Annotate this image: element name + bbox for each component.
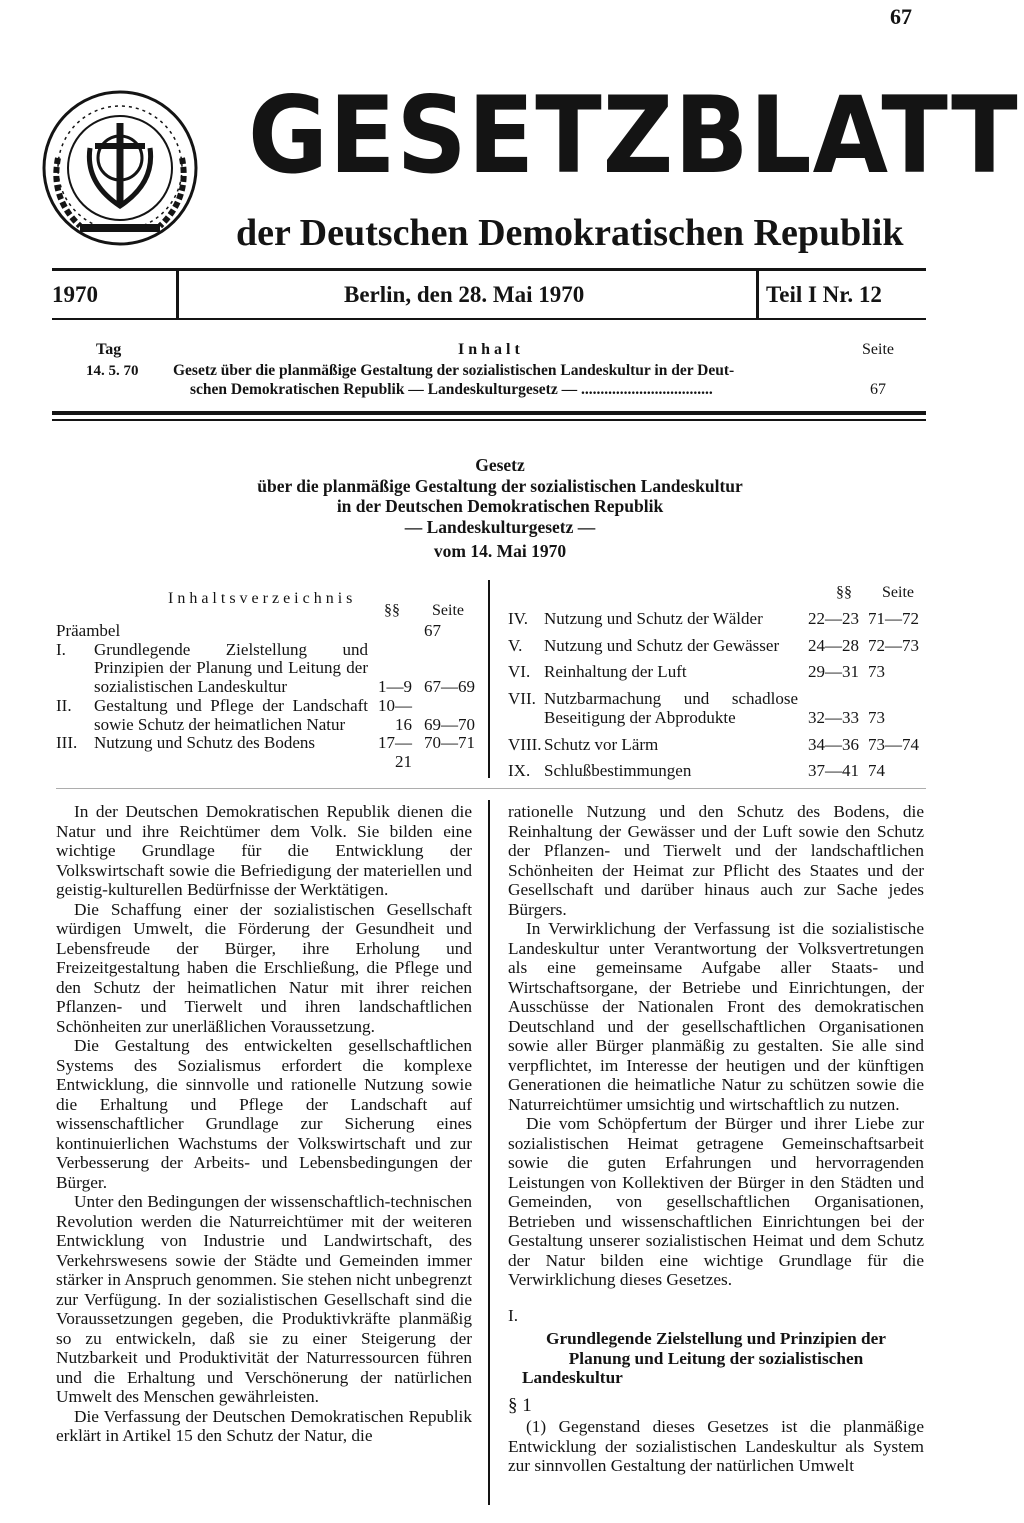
toc-col-para-left: §§: [384, 602, 400, 619]
toc-row-title: Reinhaltung der Luft: [544, 662, 687, 682]
toc-row: [508, 762, 926, 789]
toc-row-page: 69—70: [424, 714, 475, 734]
toc-row-para: 17—21: [378, 733, 412, 771]
toc-row-num: I.: [56, 639, 66, 659]
body-paragraph: In der Deutschen Demokratischen Republik dienen die Natur und ihre Reichtümer dem Volk. Sie bilden eine wichtige Grundlage für die Entwicklung der Volkswirtschaft sowie die Befriedigung der materiellen und geistig-kulturellen Bedürfnisse der Werktätigen.: [56, 802, 472, 899]
contents-entry-page: 67: [870, 381, 886, 398]
issue-year: 1970: [52, 282, 98, 307]
toc-right-table: [508, 610, 926, 789]
toc-row-page: 73—74: [868, 734, 919, 754]
toc-row-page: 73: [868, 662, 885, 682]
section-number: I.: [508, 1305, 519, 1325]
toc-row-num: III.: [56, 733, 78, 753]
toc-col-para-right: §§: [836, 584, 852, 601]
toc-row-page: 70—71: [424, 733, 475, 753]
paragraph-sign: § 1: [508, 1394, 532, 1416]
toc-row-para: 34—36: [808, 734, 859, 754]
toc-row: [508, 610, 926, 637]
body-paragraph: (1) Gegenstand dieses Gesetzes ist die planmäßige Entwicklung der sozialistischen Landeskultur als System zur sinnvollen Gestaltung der natürlichen Umwelt: [508, 1417, 924, 1475]
toc-col-page-right: Seite: [882, 584, 914, 601]
toc-row: [508, 663, 926, 690]
masthead-title: GESETZBLATT: [248, 74, 1019, 197]
toc-row-page: 74: [868, 761, 885, 781]
contents-entry-line1: Gesetz über die planmäßige Gestaltung der sozialistischen Landeskultur in der Deut-: [173, 362, 735, 379]
law-heading-line3: in der Deutschen Demokratischen Republik: [336, 496, 664, 516]
toc-heading: Inhaltsverzeichnis: [168, 590, 357, 607]
toc-row-para: 10—16: [378, 695, 412, 734]
toc-row-num: IX.: [508, 761, 531, 781]
masthead-subtitle: der Deutschen Demokratischen Republik: [236, 212, 904, 254]
toc-row-para: 32—33: [808, 707, 859, 727]
toc-row-page: 67: [424, 621, 441, 640]
toc-row-title: Schlußbestimmungen: [544, 761, 692, 781]
toc-row-num: VII.: [508, 689, 536, 709]
body-right-column: [508, 802, 924, 1476]
header-divider-right: [756, 270, 759, 318]
toc-row-page: 72—73: [868, 635, 919, 655]
toc-row-num: V.: [508, 635, 523, 655]
law-heading-line5: vom 14. Mai 1970: [433, 541, 567, 561]
toc-row-title: Gestaltung und Pflege der Landschaft sowie Schutz der heimatlichen Natur: [94, 695, 368, 734]
contents-entry-date: 14. 5. 70: [86, 363, 139, 379]
toc-row: [508, 690, 926, 735]
toc-divider: [488, 580, 490, 778]
toc-row-para: 22—23: [808, 609, 859, 628]
toc-row-title: Nutzung und Schutz des Bodens: [94, 733, 315, 753]
body-paragraph: rationelle Nutzung und den Schutz des Bodens, die Reinhaltung der Gewässer und der Luft sowie den Schutz der Pflanzen- und Tierwelt und der landschaftlichen Schönheiten der Heimat zur Pflicht des Staates und der Gesellschaft und darüber hinaus auch zur Sache jedes Bürgers.: [508, 802, 924, 919]
toc-row-num: IV.: [508, 609, 528, 628]
body-paragraph: Die Schaffung einer der sozialistischen Gesellschaft würdigen Umwelt, die Förderung der Gesundheit und Lebensfreude der Bürger, ihre Erholung und Freizeitgestaltung haben die Erschließung, die Pflege und den Schutz der heimatlichen Natur mit ihrer reichen Pflanzen- und Tierwelt und ihren landschaftlichen Schönheiten zur unerläßlichen Voraussetzung.: [56, 899, 472, 1036]
toc-row-para: 29—31: [808, 662, 859, 682]
toc-row-title: Schutz vor Lärm: [544, 734, 659, 754]
toc-row-title: Nutzbarmachung und schadlose Beseitigung der Abprodukte: [544, 689, 798, 727]
body-paragraph: Unter den Bedingungen der wissenschaftlich-technischen Revolution werden die Naturreichtümer mit der weiteren Entwicklung von Industrie und Landwirtschaft, des Verkehrswesens sowie der Städte und Gemeinden immer stärker in Anspruch genommen. Sie stehen nicht unbegrenzt zur Verfügung. In der sozialistischen Gesellschaft sind die Voraussetzungen gegeben, die Produktivkräfte planmäßig so zu entwickeln, daß sie zu einer Steigerung der Nutzbarkeit und Produktivität der Naturressourcen führen und die Erhaltung und Verschönerung der natürlichen Umwelt des Menschen gewährleisten.: [56, 1192, 472, 1406]
toc-row-page: 71—72: [868, 609, 919, 628]
header-rule-bottom: [52, 318, 926, 320]
toc-col-page-left: Seite: [432, 602, 464, 619]
state-emblem: [40, 88, 200, 248]
section-title: Grundlegende Zielstellung und Prinzipien der Planung und Leitung der sozialistischen Landeskultur: [522, 1329, 886, 1387]
toc-row-title: Präambel: [56, 621, 121, 640]
body-paragraph: Die Verfassung der Deutschen Demokratischen Republik erklärt in Artikel 15 den Schutz der Natur, die: [56, 1406, 472, 1445]
body-paragraph: Die Gestaltung des entwickelten gesellschaftlichen Systems des Sozialismus erfordert die komplexe Entwicklung, die sinnvolle und rationelle Nutzung sowie die Erhaltung und Pflege der Landschaft auf wissenschaftlicher Grundlage zur Sicherung eines kontinuierlichen Wachstums der Volkswirtschaft und zur Verbesserung der Arbeits- und Lebensbedingungen der Bürger.: [56, 1036, 472, 1192]
toc-row-para: 37—41: [808, 761, 859, 781]
issue-date: Berlin, den 28. Mai 1970: [344, 282, 585, 307]
toc-row: [508, 637, 926, 664]
toc-row-num: VI.: [508, 662, 531, 682]
header-rule-top: [52, 268, 926, 271]
toc-row-para: [368, 622, 418, 641]
law-heading-line4: — Landeskulturgesetz —: [404, 516, 596, 537]
toc-row-para: 24—28: [808, 635, 859, 655]
body-paragraph: In Verwirklichung der Verfassung ist die sozialistische Landeskultur unter Verantwortung der Volksvertretungen als eine gemeinsame Aufgabe aller Staats- und Wirtschaftsorgane, der Betriebe und Einrichtungen, der Ausschüsse der Nationalen Front des demokratischen Deutschland und der gesellschaftlichen Organisationen sowie aller Bürger planmäßig zu gestalten. Sie alle sind verpflichtet, im Interesse der heutigen und der künftigen Generationen die heimatliche Natur zu schützen sowie die Naturreichtümer umsichtig und wirtschaftlich zu nutzen.: [508, 919, 924, 1114]
contents-col-title: Inhalt: [458, 341, 524, 358]
toc-row: [56, 734, 476, 771]
toc-row-para: 1—9: [378, 677, 412, 697]
toc-row: [56, 697, 476, 734]
contents-col-day: Tag: [96, 341, 122, 358]
body-paragraph: Die vom Schöpfertum der Bürger und ihrer Liebe zur sozialistischen Heimat getragene Gemeinschaftsarbeit sowie die guten Erfahrungen und hervorragenden Leistungen von Kollektiven der Bürger in den Städten und Gemeinden, von gesellschaftlichen Organisationen, Betrieben und wissenschaftlichen Einrichtungen bei der Gestaltung unserer sozialistischen Heimat und dem Schutz der Natur bilden eine wichtige Grundlage für die Verwirklichung dieses Gesetzes.: [508, 1114, 924, 1289]
toc-left-table: [56, 622, 476, 772]
law-heading: [150, 455, 850, 562]
contents-rule-thick: [52, 411, 926, 415]
issue-number: Teil I Nr. 12: [766, 282, 882, 307]
page-number: 67: [890, 4, 912, 29]
contents-col-page: Seite: [862, 341, 894, 358]
toc-row-title: Nutzung und Schutz der Wälder: [544, 609, 763, 628]
header-divider-left: [176, 270, 179, 318]
toc-row: [56, 641, 476, 697]
contents-rule-thin: [52, 419, 926, 421]
toc-row: [508, 736, 926, 763]
toc-row-page: 67—69: [424, 677, 475, 697]
toc-row: [56, 622, 476, 641]
toc-row-page: 73: [868, 707, 885, 727]
toc-row-num: II.: [56, 695, 72, 715]
law-heading-line1: Gesetz: [475, 455, 525, 475]
column-separator-top: [56, 788, 926, 789]
body-left-column: [56, 802, 472, 1446]
toc-row-title: Nutzung und Schutz der Gewässer: [544, 635, 780, 655]
law-heading-line2: über die planmäßige Gestaltung der sozialistischen Landeskultur: [257, 475, 743, 496]
toc-row-title: Grundlegende Zielstellung und Prinzipien der Planung und Leitung der sozialistischen Landeskultur: [94, 639, 368, 697]
column-divider: [488, 800, 490, 1505]
contents-entry-line2: schen Demokratischen Republik — Landeskulturgesetz — ..................................: [190, 381, 713, 398]
toc-row-num: VIII.: [508, 734, 542, 754]
